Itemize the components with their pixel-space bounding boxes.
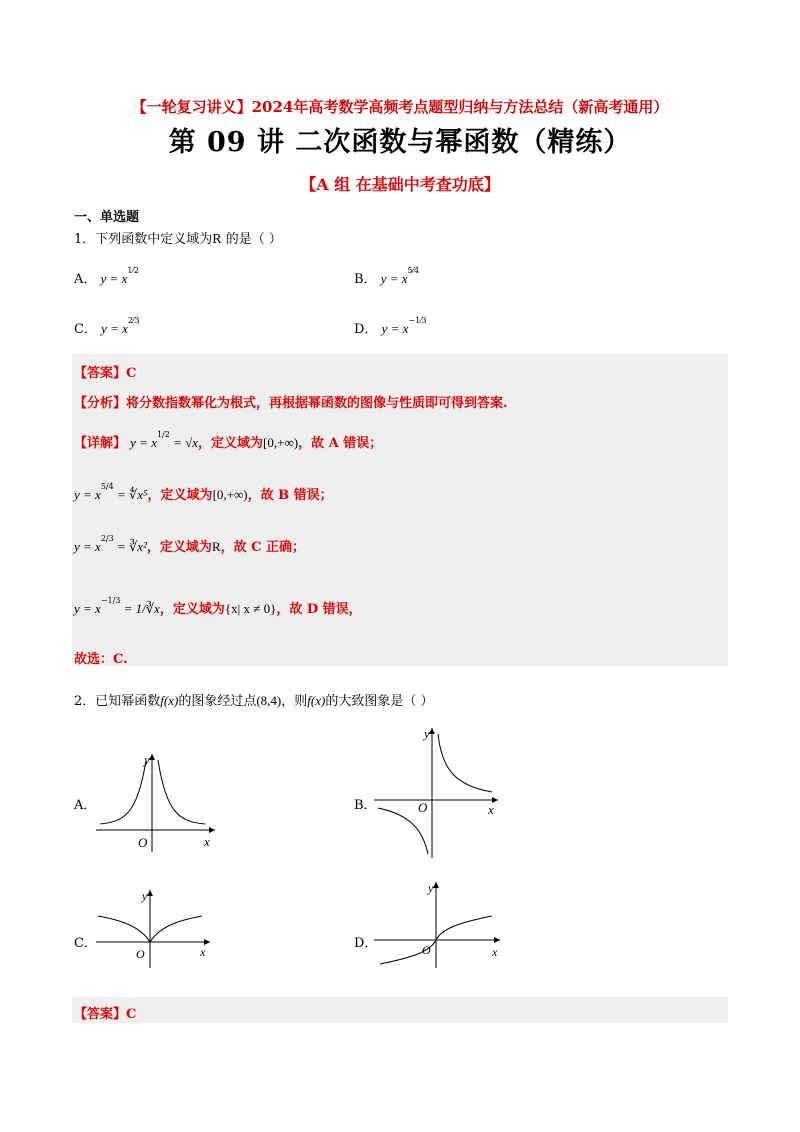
- answer-1: 【答案】C: [74, 366, 137, 381]
- group-heading: 【A 组 在基础中考查功底】: [300, 175, 500, 194]
- graph-c-x-label: x: [200, 945, 206, 959]
- graph-b-y-arrow: [429, 728, 435, 734]
- graph-b-x-label: x: [488, 802, 494, 817]
- graph-a-left-branch: [100, 760, 146, 824]
- graph-b-origin: O: [418, 800, 428, 815]
- graph-d-x-label: x: [492, 945, 498, 959]
- exp-b: 5⁄4: [407, 266, 420, 275]
- analysis-1: 【分析】将分数指数幂化为根式，再根据幂函数的图像与性质即可得到答案.: [74, 396, 508, 411]
- graph-a-y-label: y: [144, 752, 150, 767]
- graph-a-x-arrow: [209, 827, 215, 833]
- q2-option-a-label: A．: [74, 798, 97, 813]
- detail-line-3: $y = x^{2/3}$ = ∛x²，定义域为R，故 C 正确；: [74, 534, 306, 555]
- q2-option-d-label: D．: [354, 936, 378, 951]
- graph-b-right-branch: [438, 734, 492, 792]
- graph-c-left-branch: [98, 916, 150, 942]
- detail-line-1: 【详解】 $y = x^{1/2} = √x$，定义域为[0,+∞)，故 A 错误；: [74, 430, 383, 451]
- graph-d: [370, 878, 510, 972]
- graph-b-y-label: y: [424, 726, 430, 741]
- graph-d-y-arrow: [433, 882, 439, 888]
- graph-c-origin: O: [136, 947, 145, 961]
- exp-a: 1⁄2: [127, 266, 139, 275]
- graph-c: [90, 886, 220, 970]
- exp-c: 2⁄3: [127, 316, 140, 325]
- q1-option-c: C． $y = x^{2⁄3}$: [74, 316, 140, 337]
- q1-option-d: D． $y = x^{-1⁄3}$: [354, 316, 427, 337]
- graph-a-right-branch: [158, 760, 205, 824]
- q2-option-c-label: C．: [74, 936, 97, 951]
- detail-line-4: $y = x^{-1/3}$ = 1/∛x，定义域为{x| x ≠ 0}，故 D 错误，: [74, 596, 362, 617]
- choose-1: 故选：C.: [74, 652, 128, 667]
- q2-stem: 2．已知幂函数f(x)的图象经过点(8,4)，则f(x)的大致图象是（ ）: [74, 693, 434, 709]
- graph-b: [370, 722, 505, 862]
- q2-option-b-label: B．: [354, 798, 377, 813]
- graph-d-y-label: y: [428, 881, 434, 895]
- graph-d-origin: O: [422, 943, 431, 957]
- exp-d: −1⁄3: [408, 316, 427, 325]
- q1-option-a: A． $y = x^{1⁄2}$: [74, 266, 139, 287]
- graph-a-origin: O: [138, 835, 148, 850]
- graph-a: [90, 750, 220, 860]
- detail-line-2: $y = x^{5/4}$ = ∜x⁵，定义域为[0,+∞)，故 B 错误；: [74, 482, 333, 503]
- graph-a-y-arrow: [149, 754, 155, 760]
- graph-c-y-arrow: [147, 890, 153, 896]
- graph-c-y-label: y: [142, 889, 148, 903]
- graph-d-x-arrow: [494, 937, 500, 943]
- q1-option-b: B． $y = x^{5⁄4}$: [354, 266, 420, 287]
- answer-2: 【答案】C: [74, 1007, 137, 1022]
- solution-box-2: [72, 997, 728, 1023]
- graph-c-right-branch: [150, 916, 202, 942]
- section-heading: 一、单选题: [74, 210, 140, 225]
- header-rest: 2024年高考数学高频考点题型归纳与方法总结（新高考通用）: [251, 98, 669, 116]
- header-line: [0, 96, 800, 117]
- q1-stem: 1．下列函数中定义域为R 的是（ ）: [74, 232, 282, 247]
- graph-a-x-label: x: [204, 834, 210, 849]
- page-title: 第 09 讲 二次函数与幂函数（精练）: [168, 127, 632, 158]
- header-prefix: 【一轮复习讲义】: [131, 98, 252, 116]
